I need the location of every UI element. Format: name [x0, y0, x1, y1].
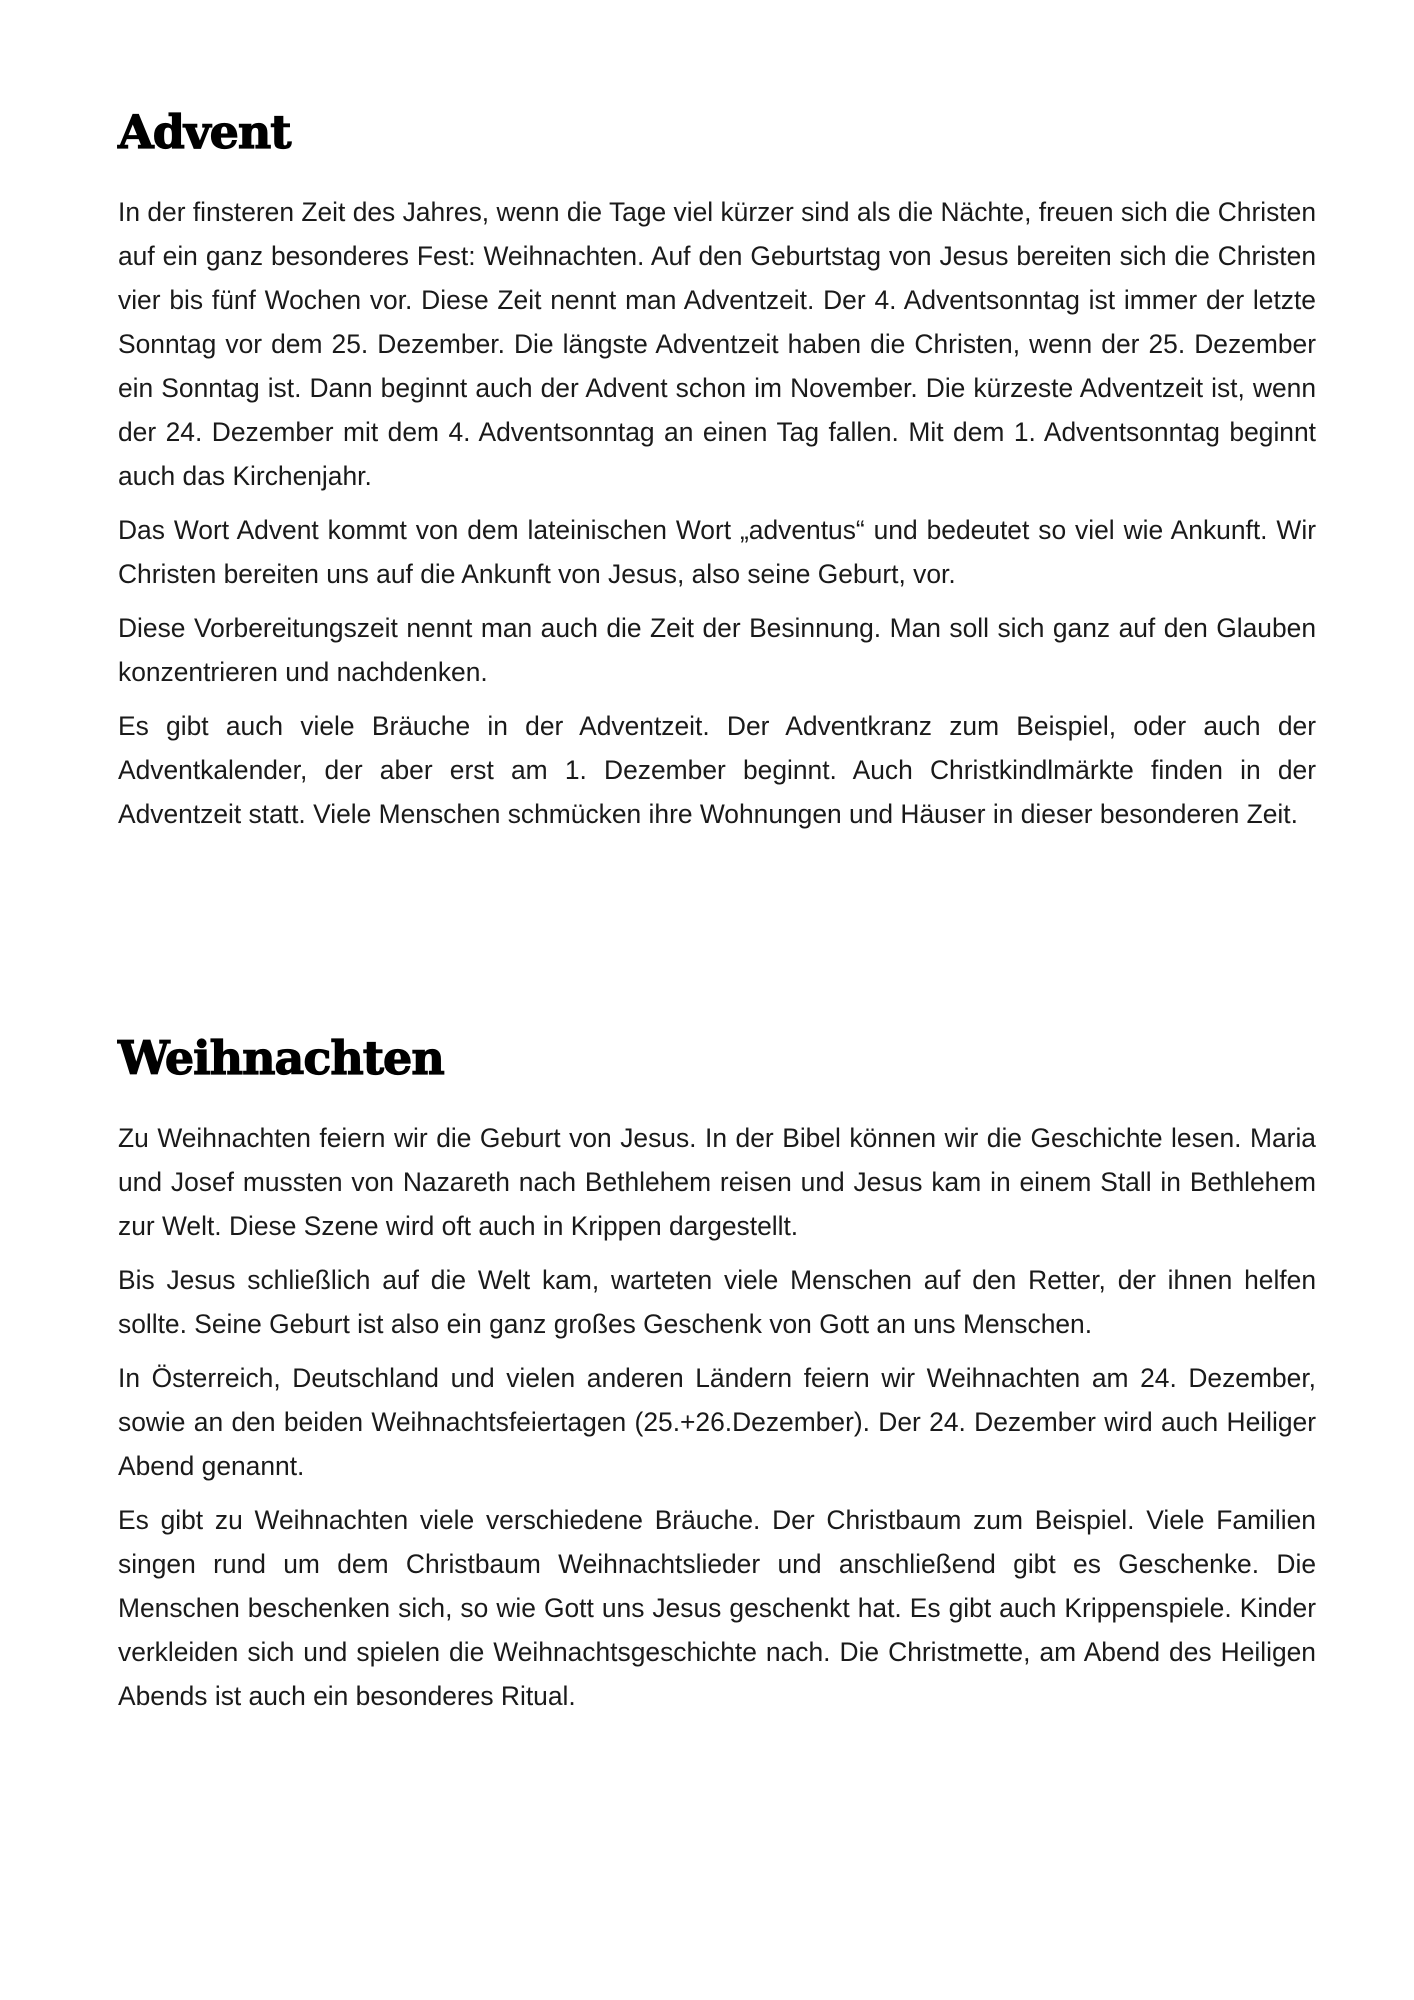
weihnachten-paragraph-1: Zu Weihnachten feiern wir die Geburt von Jesus. In der Bibel können wir die Geschichte lesen. Maria und Josef mussten von Nazareth nach Bethlehem reisen und Jesus kam in einem Stall in Bethlehem zur Welt. Diese Szene wird oft auch in Krippen dargestellt.	[118, 1123, 1316, 1241]
weihnachten-paragraph-3: In Österreich, Deutschland und vielen anderen Ländern feiern wir Weihnachten am 24. Dezember, sowie an den beiden Weihnachtsfeiertagen (25.+26.Dezember). Der 24. Dezember wird auch Heiliger Abend genannt.	[118, 1363, 1316, 1481]
advent-paragraph-1: In der finsteren Zeit des Jahres, wenn die Tage viel kürzer sind als die Nächte, freuen sich die Christen auf ein ganz besonderes Fest: Weihnachten. Auf den Geburtstag von Jesus bereiten sich die Christen vier bis fünf Wochen vor. Diese Zeit nennt man Adventzeit. Der 4. Adventsonntag ist immer der letzte Sonntag vor dem 25. Dezember. Die längste Adventzeit haben die Christen, wenn der 25. Dezember ein Sonntag ist. Dann beginnt auch der Advent schon im November. Die kürzeste Adventzeit ist, wenn der 24. Dezember mit dem 4. Adventsonntag an einen Tag fallen. Mit dem 1. Adventsonntag beginnt auch das Kirchenjahr.	[118, 197, 1316, 491]
heading-weihnachten: Weihnachten	[118, 1031, 444, 1085]
advent-paragraph-2: Das Wort Advent kommt von dem lateinischen Wort „adventus“ und bedeutet so viel wie Ankunft. Wir Christen bereiten uns auf die Ankunft von Jesus, also seine Geburt, vor.	[118, 515, 1316, 589]
advent-paragraph-4: Es gibt auch viele Bräuche in der Adventzeit. Der Adventkranz zum Beispiel, oder auch der Adventkalender, der aber erst am 1. Dezember beginnt. Auch Christkindlmärkte finden in der Adventzeit statt. Viele Menschen schmücken ihre Wohnungen und Häuser in dieser besonderen Zeit.	[118, 711, 1316, 829]
section-weihnachten	[118, 1030, 1316, 1718]
heading-advent: Advent	[118, 105, 291, 159]
weihnachten-paragraph-4: Es gibt zu Weihnachten viele verschiedene Bräuche. Der Christbaum zum Beispiel. Viele Familien singen rund um dem Christbaum Weihnachtslieder und anschließend gibt es Geschenke. Die Menschen beschenken sich, so wie Gott uns Jesus geschenkt hat. Es gibt auch Krippenspiele. Kinder verkleiden sich und spielen die Weihnachtsgeschichte nach. Die Christmette, am Abend des Heiligen Abends ist auch ein besonderes Ritual.	[118, 1505, 1316, 1711]
section-advent	[118, 104, 1316, 836]
advent-paragraph-3: Diese Vorbereitungszeit nennt man auch die Zeit der Besinnung. Man soll sich ganz auf den Glauben konzentrieren und nachdenken.	[118, 613, 1316, 687]
weihnachten-paragraph-2: Bis Jesus schließlich auf die Welt kam, warteten viele Menschen auf den Retter, der ihnen helfen sollte. Seine Geburt ist also ein ganz großes Geschenk von Gott an uns Menschen.	[118, 1265, 1316, 1339]
